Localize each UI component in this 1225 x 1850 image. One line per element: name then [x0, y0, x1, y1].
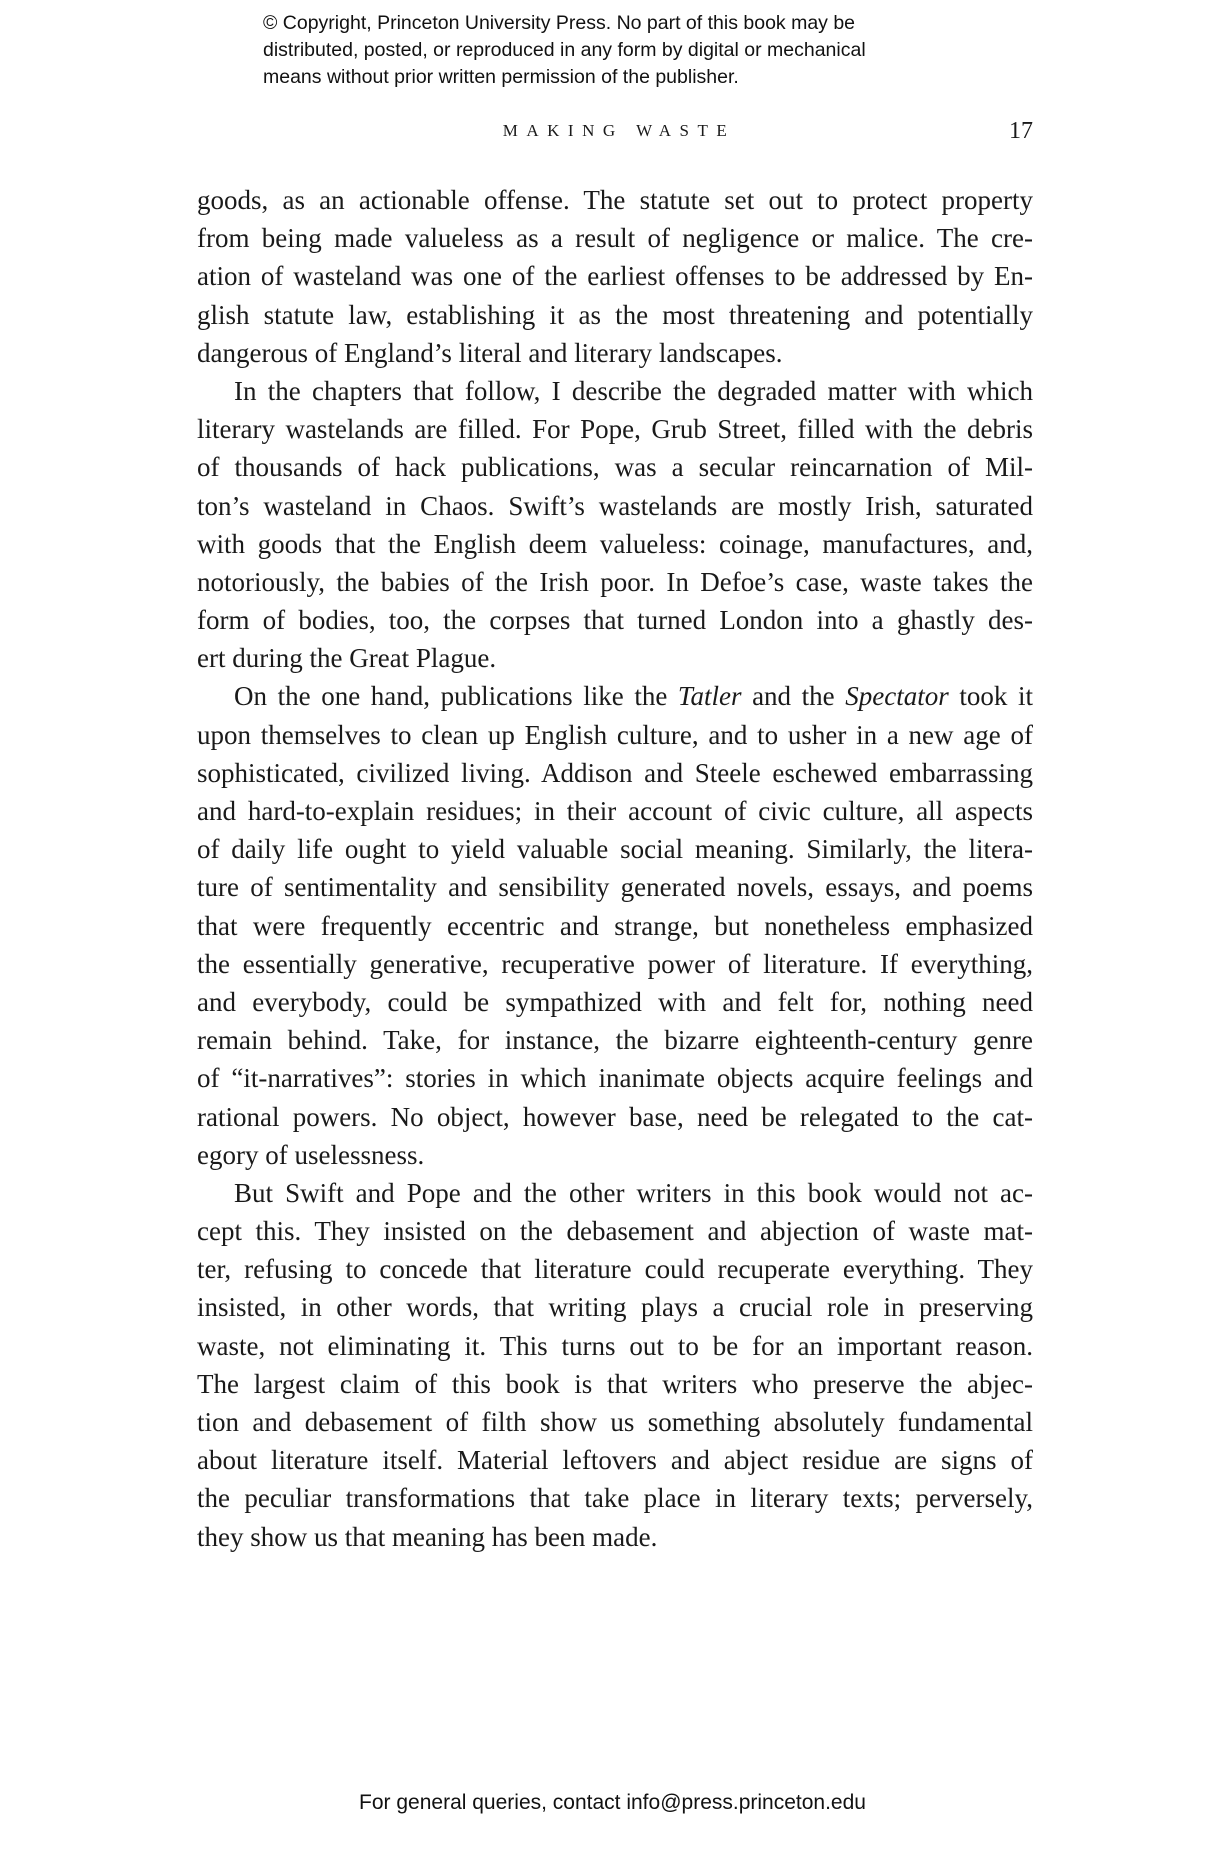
paragraph	[197, 372, 1033, 678]
text-line: of daily life ought to yield valuable social meaning. Similarly, the litera-	[197, 834, 1033, 865]
paragraph	[197, 677, 1033, 1173]
paragraph	[197, 181, 1033, 372]
title-spectator: Spectator	[845, 681, 949, 712]
text-line: of thousands of hack publications, was a secular reincarnation of Mil-	[197, 452, 1033, 483]
text-line: egory of uselessness.	[197, 1139, 425, 1170]
text-line: glish statute law, establishing it as the most threatening and potentially	[197, 299, 1033, 330]
text-line: dangerous of England’s literal and literary landscapes.	[197, 337, 783, 368]
text-line: the essentially generative, recuperative power of literature. If everything,	[197, 948, 1033, 979]
text-line: tion and debasement of filth show us something absolutely fundamental	[197, 1407, 1033, 1437]
text-line: and hard-to-explain residues; in their account of civic culture, all aspects	[197, 796, 1033, 826]
copyright-line: means without prior written permission of the publisher.	[263, 66, 739, 88]
text-line: rational powers. No object, however base, need be relegated to the cat-	[197, 1101, 1033, 1132]
text-line: and everybody, could be sympathized with and felt for, nothing need	[197, 986, 1033, 1017]
copyright-line: © Copyright, Princeton University Press. No part of this book may be	[263, 12, 856, 34]
text-line: insisted, in other words, that writing plays a crucial role in preserving	[197, 1292, 1033, 1323]
text-line: notoriously, the babies of the Irish poor. In Defoe’s case, waste takes the	[197, 566, 1033, 597]
text-line: goods, as an actionable offense. The statute set out to protect property	[197, 185, 1033, 215]
text-line: about literature itself. Material leftovers and abject residue are signs of	[197, 1445, 1033, 1476]
text-line: ton’s wasteland in Chaos. Swift’s wastelands are mostly Irish, saturated	[197, 490, 1033, 521]
text-line: ation of wasteland was one of the earliest offenses to be addressed by En-	[197, 261, 1033, 292]
text-fragment: took it	[948, 681, 1033, 712]
text-line: form of bodies, too, the corpses that turned London into a ghastly des-	[197, 605, 1033, 636]
text-line: they show us that meaning has been made.	[197, 1521, 658, 1552]
body-text	[197, 181, 1033, 1556]
text-line: waste, not eliminating it. This turns out to be for an important reason.	[197, 1330, 1033, 1361]
paragraph	[197, 1174, 1033, 1556]
text-fragment: and the	[741, 681, 846, 712]
copyright-notice	[263, 10, 1023, 91]
text-line	[197, 677, 1033, 715]
running-head	[197, 118, 1033, 150]
footer-contact: For general queries, contact info@press.princeton.edu	[359, 1791, 866, 1814]
text-line: The largest claim of this book is that writers who preserve the abjec-	[197, 1368, 1033, 1399]
text-line: ture of sentimentality and sensibility generated novels, essays, and poems	[197, 872, 1033, 903]
text-line: ert during the Great Plague.	[197, 643, 497, 674]
text-line: upon themselves to clean up English culture, and to usher in a new age of	[197, 719, 1033, 750]
text-line: literary wastelands are filled. For Pope, Grub Street, filled with the debris	[197, 414, 1033, 445]
text-line: from being made valueless as a result of negligence or malice. The cre-	[197, 223, 1033, 254]
copyright-line: distributed, posted, or reproduced in any form by digital or mechanical	[263, 39, 866, 61]
text-line: of “it-narratives”: stories in which inanimate objects acquire feelings and	[197, 1063, 1033, 1094]
text-line: the peculiar transformations that take place in literary texts; perversely,	[197, 1483, 1033, 1514]
text-line: But Swift and Pope and the other writers in this book would not ac-	[234, 1177, 1033, 1208]
text-line: with goods that the English deem valueless: coinage, manufactures, and,	[197, 528, 1033, 559]
page-number: 17	[1009, 118, 1033, 144]
text-line: ter, refusing to concede that literature could recuperate everything. They	[197, 1254, 1033, 1285]
text-line: In the chapters that follow, I describe the degraded matter with which	[234, 375, 1033, 406]
text-fragment: On the one hand, publications like the	[234, 681, 678, 712]
running-head-title: MAKING WASTE	[502, 121, 736, 140]
text-line: remain behind. Take, for instance, the bizarre eighteenth-century genre	[197, 1025, 1033, 1056]
text-line: that were frequently eccentric and strange, but nonetheless emphasized	[197, 910, 1033, 941]
title-tatler: Tatler	[677, 681, 742, 712]
text-line: cept this. They insisted on the debasement and abjection of waste mat-	[197, 1216, 1033, 1247]
text-line: sophisticated, civilized living. Addison and Steele eschewed embarrassing	[197, 757, 1033, 788]
